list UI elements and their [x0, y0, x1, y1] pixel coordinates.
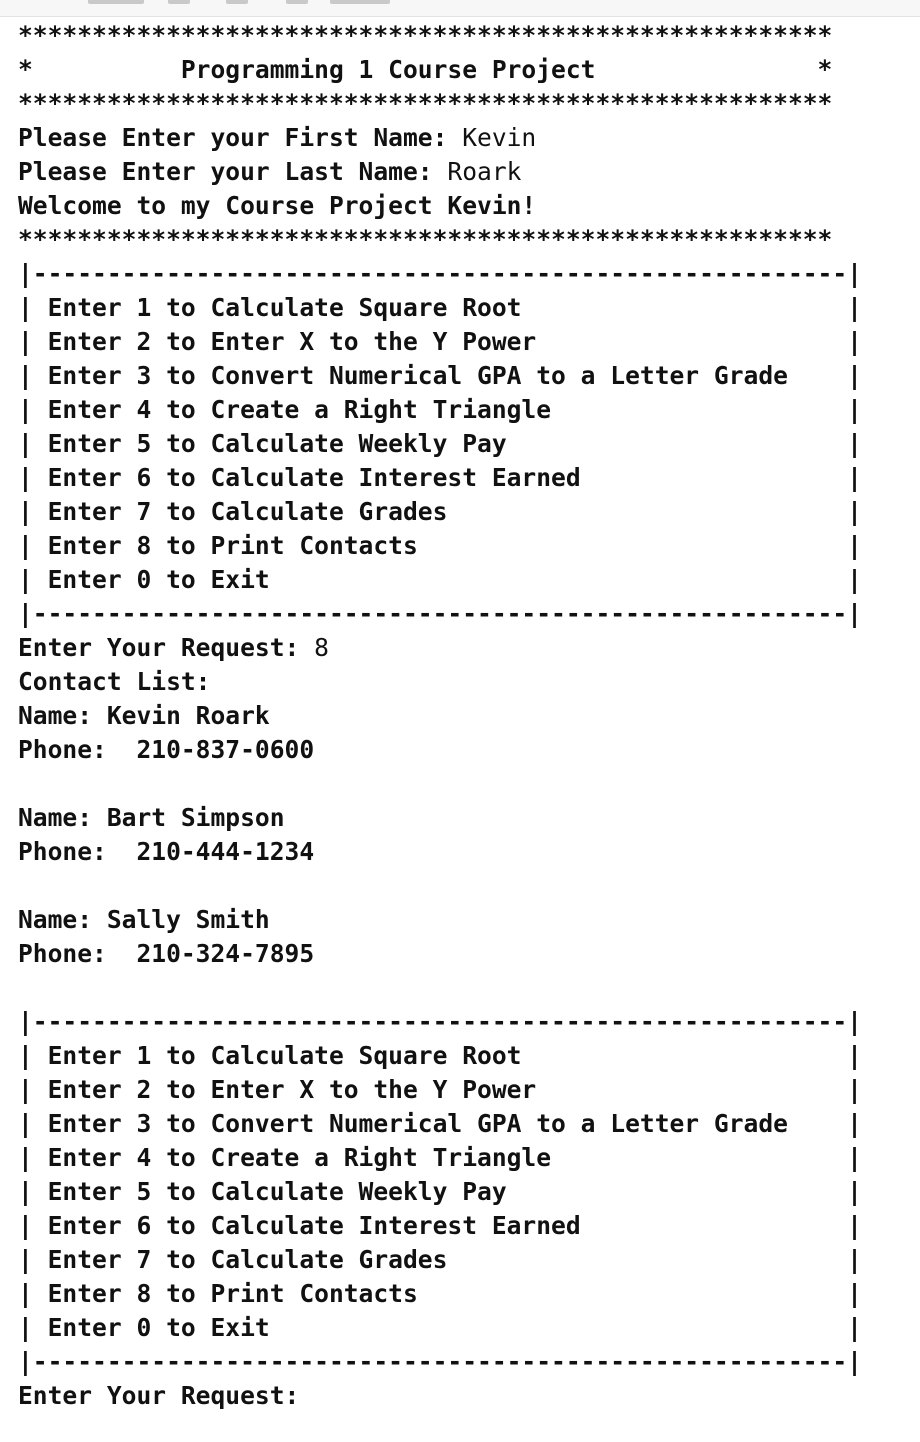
- menu-item: | Enter 7 to Calculate Grades |: [18, 497, 862, 526]
- menu-border-top: |-------------------------------------------------------|: [18, 259, 862, 288]
- request-prompt: Enter Your Request:: [18, 633, 315, 662]
- menu-item: | Enter 4 to Create a Right Triangle |: [18, 395, 862, 424]
- blank-line: [18, 971, 908, 1005]
- menu-item: | Enter 4 to Create a Right Triangle |: [18, 1143, 862, 1172]
- last-name-input: Roark: [447, 157, 522, 186]
- first-name-input: Kevin: [462, 123, 537, 152]
- header-stars-top: *******************************************************: [18, 21, 833, 50]
- menu-item: | Enter 1 to Calculate Square Root |: [18, 293, 862, 322]
- request-line: [18, 631, 908, 665]
- menu-item: | Enter 6 to Calculate Interest Earned |: [18, 463, 862, 492]
- contact-name: Name: Kevin Roark: [18, 701, 270, 730]
- first-name-prompt: Please Enter your First Name:: [18, 123, 463, 152]
- menu-item: | Enter 8 to Print Contacts |: [18, 1279, 862, 1308]
- request-input: 8: [314, 633, 329, 662]
- divider-stars: *******************************************************: [18, 225, 833, 254]
- final-request-prompt: Enter Your Request:: [18, 1381, 315, 1410]
- window-top-bar: [0, 0, 920, 17]
- menu-item: | Enter 3 to Convert Numerical GPA to a Letter Grade |: [18, 361, 862, 390]
- menu-item: | Enter 8 to Print Contacts |: [18, 531, 862, 560]
- menu-item: | Enter 2 to Enter X to the Y Power |: [18, 327, 862, 356]
- menu-item: | Enter 2 to Enter X to the Y Power |: [18, 1075, 862, 1104]
- menu-item: | Enter 0 to Exit |: [18, 1313, 862, 1342]
- contact-phone: Phone: 210-837-0600: [18, 735, 315, 764]
- menu-border-bottom: |-------------------------------------------------------|: [18, 599, 862, 628]
- header-title: * Programming 1 Course Project *: [18, 55, 833, 84]
- toolbar-stub: [226, 0, 248, 4]
- header-stars-bottom: *******************************************************: [18, 89, 833, 118]
- menu-item: | Enter 6 to Calculate Interest Earned |: [18, 1211, 862, 1240]
- welcome-message: Welcome to my Course Project Kevin!: [18, 191, 537, 220]
- menu-item: | Enter 5 to Calculate Weekly Pay |: [18, 1177, 862, 1206]
- menu-border-top: |-------------------------------------------------------|: [18, 1007, 862, 1036]
- final-request-line[interactable]: [18, 1379, 908, 1413]
- contact-list-title: Contact List:: [18, 667, 211, 696]
- menu-item: | Enter 3 to Convert Numerical GPA to a Letter Grade |: [18, 1109, 862, 1138]
- contact-name: Name: Bart Simpson: [18, 803, 285, 832]
- console-output[interactable]: [18, 19, 908, 1413]
- menu-item: | Enter 5 to Calculate Weekly Pay |: [18, 429, 862, 458]
- toolbar-stub: [168, 0, 190, 4]
- last-name-prompt: Please Enter your Last Name:: [18, 157, 448, 186]
- toolbar-stub: [88, 0, 144, 4]
- first-name-line: [18, 121, 908, 155]
- toolbar-stub: [330, 0, 390, 4]
- blank-line: [18, 869, 908, 903]
- menu-border-bottom: |-------------------------------------------------------|: [18, 1347, 862, 1376]
- menu-item: | Enter 0 to Exit |: [18, 565, 862, 594]
- last-name-line: [18, 155, 908, 189]
- menu-item: | Enter 1 to Calculate Square Root |: [18, 1041, 862, 1070]
- menu-item: | Enter 7 to Calculate Grades |: [18, 1245, 862, 1274]
- contact-phone: Phone: 210-444-1234: [18, 837, 315, 866]
- toolbar-stub: [286, 0, 308, 4]
- blank-line: [18, 767, 908, 801]
- contact-phone: Phone: 210-324-7895: [18, 939, 315, 968]
- contact-name: Name: Sally Smith: [18, 905, 270, 934]
